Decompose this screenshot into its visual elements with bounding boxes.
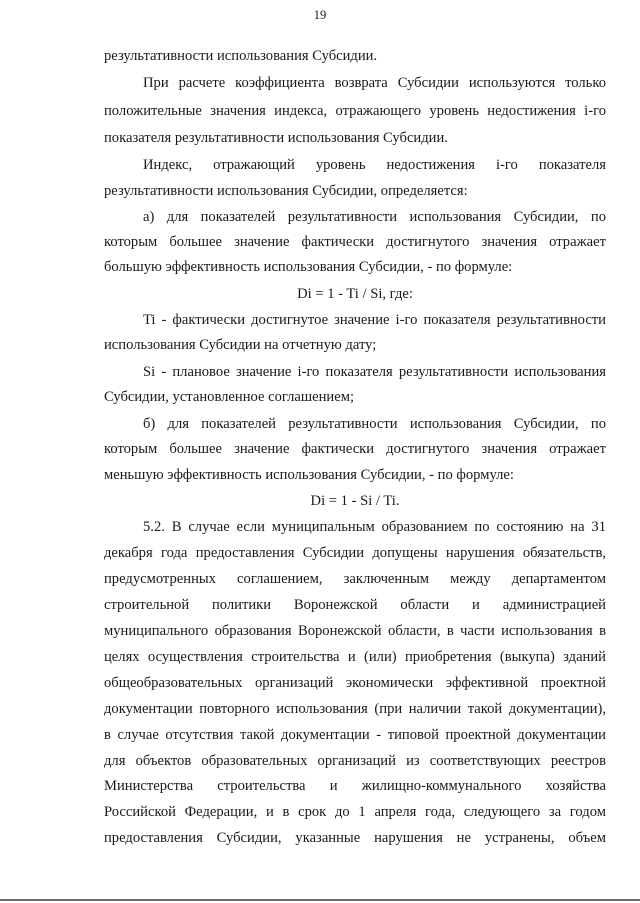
text-line: б) для показателей результативности использования Субсидии, по [143, 416, 606, 432]
text-line: Российской Федерации, и в срок до 1 апреля года, следующего за годом [104, 804, 606, 820]
text-line: Индекс, отражающий уровень недостижения i-го показателя [143, 157, 606, 173]
text-line: результативности использования Субсидии. [104, 48, 378, 64]
text-line: которым большее значение фактически достигнутого значения отражает [104, 234, 606, 250]
text-line: предусмотренных соглашением, заключенным между департаментом [104, 571, 606, 587]
text-line: строительной политики Воронежской области и администрацией [104, 597, 606, 613]
text-line: Субсидии, установленное соглашением; [104, 389, 355, 405]
text-line: Si - плановое значение i-го показателя результативности использования [143, 364, 606, 380]
text-line: целях осуществления строительства и (или) приобретения (выкупа) зданий [104, 649, 606, 665]
text-line: предоставления Субсидии, указанные нарушения не устранены, объем [104, 830, 606, 846]
text-line: Министерства строительства и жилищно-коммунального хозяйства [104, 778, 606, 794]
scan-edge-line [0, 899, 640, 901]
text-line: большую эффективность использования Субсидии, - по формуле: [104, 259, 513, 275]
text-line: Ti - фактически достигнутое значение i-го показателя результативности [143, 312, 606, 328]
text-line: в случае отсутствия такой документации - типовой проектной документации [104, 727, 606, 743]
text-line: которым большее значение фактически достигнутого значения отражает [104, 441, 606, 457]
text-line: муниципального образования Воронежской области, в части использования в [104, 623, 606, 639]
text-line: меньшую эффективность использования Субсидии, - по формуле: [104, 467, 514, 483]
text-line: положительные значения индекса, отражающего уровень недостижения i-го [104, 103, 606, 119]
text-line: а) для показателей результативности использования Субсидии, по [143, 209, 606, 225]
text-line: результативности использования Субсидии, определяется: [104, 183, 468, 199]
text-line: При расчете коэффициента возврата Субсидии используются только [143, 75, 606, 91]
text-line: общеобразовательных организаций экономически эффективной проектной [104, 675, 606, 691]
text-line: 5.2. В случае если муниципальным образованием по состоянию на 31 [143, 519, 606, 535]
formula-line: Di = 1 - Ti / Si, где: [297, 286, 413, 302]
text-line: документации повторного использования (при наличии такой документации), [104, 701, 606, 717]
page-number: 19 [313, 8, 327, 22]
text-line: декабря года предоставления Субсидии допущены нарушения обязательств, [104, 545, 606, 561]
text-line: использования Субсидии на отчетную дату; [104, 337, 377, 353]
text-line: показателя результативности использования Субсидии. [104, 130, 448, 146]
formula-line: Di = 1 - Si / Ti. [310, 493, 400, 509]
text-line: для объектов образовательных организаций из соответствующих реестров [104, 753, 606, 769]
